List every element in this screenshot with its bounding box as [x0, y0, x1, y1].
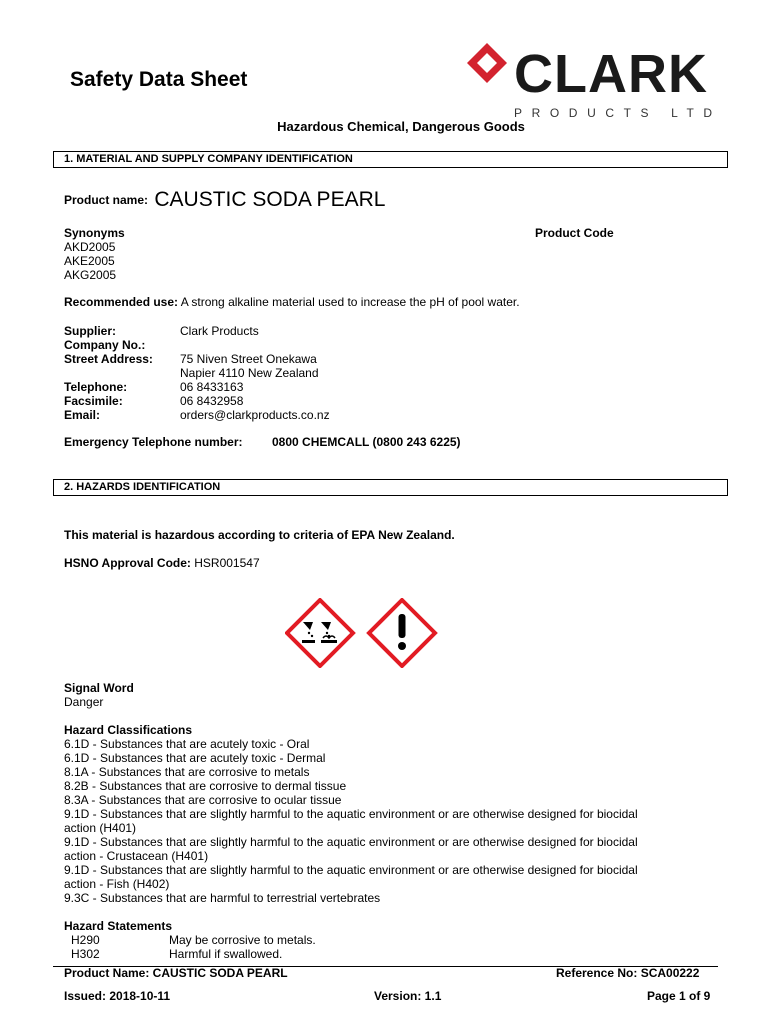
synonym-item: AKD2005: [64, 240, 116, 254]
statement-text: May be corrosive to metals.: [169, 933, 316, 947]
hsno-label: HSNO Approval Code:: [64, 556, 191, 570]
classification-item: 9.1D - Substances that are slightly harmful to the aquatic environment or are otherwise designed for biocidal: [64, 835, 638, 849]
signal-word-label: Signal Word: [64, 681, 134, 695]
footer-reference: Reference No: SCA00222: [556, 966, 700, 980]
clark-diamond-icon: [464, 40, 510, 86]
recommended-use: [64, 295, 520, 309]
hazard-statement: This material is hazardous according to criteria of EPA New Zealand.: [64, 528, 455, 542]
logo-wordmark: CLARK: [514, 44, 708, 104]
email-value: orders@clarkproducts.co.nz: [180, 408, 330, 422]
section-1-heading: 1. MATERIAL AND SUPPLY COMPANY IDENTIFICATION: [53, 151, 728, 168]
classification-item: 6.1D - Substances that are acutely toxic - Dermal: [64, 751, 326, 765]
product-name-label: Product name:: [64, 193, 149, 207]
emergency-telephone-value: 0800 CHEMCALL (0800 243 6225): [272, 435, 461, 449]
ghs-pictograms: [285, 598, 445, 668]
footer-version: Version: 1.1: [374, 989, 442, 1003]
footer-page: Page 1 of 9: [647, 989, 711, 1003]
classification-item: action - Crustacean (H401): [64, 849, 209, 863]
footer-issued: Issued: 2018-10-11: [64, 989, 171, 1003]
classification-item: 8.1A - Substances that are corrosive to metals: [64, 765, 310, 779]
classification-item: 6.1D - Substances that are acutely toxic - Oral: [64, 737, 310, 751]
logo-subtitle: PRODUCTS LTD: [514, 106, 722, 120]
product-name-value: CAUSTIC SODA PEARL: [154, 188, 386, 211]
hazard-classifications-label: Hazard Classifications: [64, 723, 193, 737]
classification-item: action (H401): [64, 821, 137, 835]
emergency-telephone-label: Emergency Telephone number:: [64, 435, 243, 449]
statement-text: Harmful if swallowed.: [169, 947, 283, 961]
hsno-value: HSR001547: [194, 556, 260, 570]
section-2-heading: 2. HAZARDS IDENTIFICATION: [53, 479, 728, 496]
recommended-use-value: A strong alkaline material used to increase the pH of pool water.: [180, 295, 520, 309]
facsimile-label: Facsimile:: [64, 394, 123, 408]
synonyms-label: Synonyms: [64, 226, 125, 240]
classification-item: action - Fish (H402): [64, 877, 170, 891]
exclamation-pictogram-icon: [369, 600, 435, 666]
hazard-statements-label: Hazard Statements: [64, 919, 173, 933]
corrosion-pictogram-icon: [287, 600, 353, 666]
document-subtitle: Hazardous Chemical, Dangerous Goods: [277, 119, 525, 134]
statement-code: H302: [71, 947, 100, 961]
synonym-item: AKG2005: [64, 268, 117, 282]
hsno-row: [64, 556, 260, 570]
supplier-label: Supplier:: [64, 324, 117, 338]
footer-product-name: Product Name: CAUSTIC SODA PEARL: [64, 966, 288, 980]
supplier-value: Clark Products: [180, 324, 259, 338]
classification-item: 8.3A - Substances that are corrosive to ocular tissue: [64, 793, 342, 807]
signal-word-value: Danger: [64, 695, 104, 709]
telephone-value: 06 8433163: [180, 380, 244, 394]
classification-item: 8.2B - Substances that are corrosive to dermal tissue: [64, 779, 347, 793]
statement-code: H290: [71, 933, 100, 947]
product-name-row: [64, 188, 386, 211]
classification-item: 9.1D - Substances that are slightly harmful to the aquatic environment or are otherwise designed for biocidal: [64, 863, 638, 877]
company-no-label: Company No.:: [64, 338, 146, 352]
document-title: Safety Data Sheet: [70, 68, 248, 91]
classification-item: 9.1D - Substances that are slightly harmful to the aquatic environment or are otherwise designed for biocidal: [64, 807, 638, 821]
email-label: Email:: [64, 408, 101, 422]
facsimile-value: 06 8432958: [180, 394, 244, 408]
synonym-item: AKE2005: [64, 254, 115, 268]
telephone-label: Telephone:: [64, 380, 128, 394]
product-code-label: Product Code: [535, 226, 614, 240]
street-address-line1: 75 Niven Street Onekawa: [180, 352, 317, 366]
street-address-label: Street Address:: [64, 352, 153, 366]
classification-item: 9.3C - Substances that are harmful to terrestrial vertebrates: [64, 891, 381, 905]
clark-logo: [464, 40, 720, 124]
street-address-line2: Napier 4110 New Zealand: [180, 366, 319, 380]
recommended-use-label: Recommended use:: [64, 295, 179, 309]
